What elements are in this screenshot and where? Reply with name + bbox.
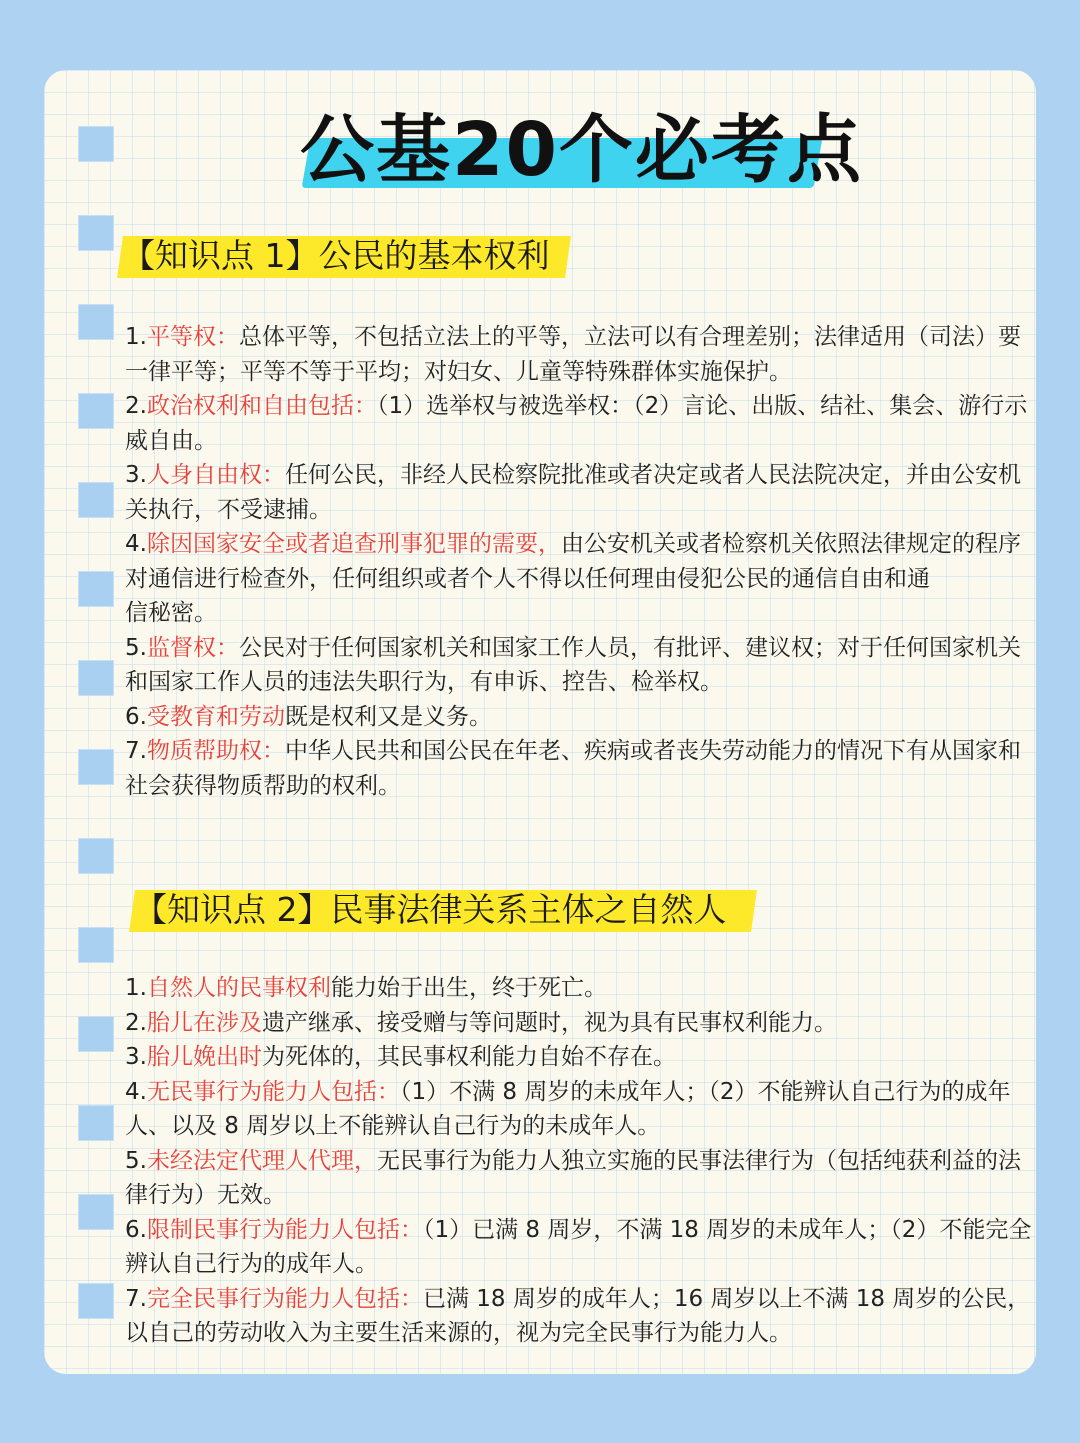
item-body: 能力始于出生，终于死亡。 [330,975,607,1001]
binder-ring [78,1016,114,1052]
list-item [125,1282,1035,1351]
item-number: 5. [125,1147,147,1174]
section-heading-1 [120,230,568,282]
item-key: 限制民事行为能力人包括： [146,1216,423,1243]
item-key: 受教育和劳动 [146,703,285,730]
binder-ring [78,660,114,696]
list-item [125,389,1035,458]
item-body: 中华人民共和国公民在年老、疾病或者丧失劳动能力的情况下有从国家和社会获得物质帮助的权利。 [125,738,1021,799]
item-key: 监督权： [146,634,239,661]
item-number: 1. [125,975,147,1001]
binder-ring [78,838,114,874]
item-number: 5. [125,634,147,661]
item-number: 2. [125,393,147,419]
item-number: 3. [125,1044,147,1070]
binder-ring [78,393,114,429]
section-2-list [125,971,1035,1351]
item-number: 4. [125,531,147,557]
list-item [125,1144,1035,1213]
item-key: 自然人的民事权利 [146,975,331,1001]
item-key: 人身自由权： [146,462,285,488]
item-key: 胎儿娩出时 [146,1044,262,1070]
item-number: 4. [125,1078,147,1105]
binder-rings [78,0,116,1443]
list-item [125,458,1035,527]
binder-ring [78,482,114,518]
list-item [125,1213,1035,1282]
section-heading-text: 【知识点 1】公民的基本权利 [122,236,550,275]
item-key: 政治权利和自由包括： [146,393,377,419]
item-key: 胎儿在涉及 [146,1009,262,1036]
item-key: 除因国家安全或者追查刑事犯罪的需要， [146,531,561,557]
item-body: 任何公民，非经人民检察院批准或者决定或者人民法院决定，并由公安机关执行，不受逮捕。 [125,462,1021,523]
item-key: 无民事行为能力人包括： [146,1078,400,1105]
page-title-block [300,104,863,194]
item-key: 物质帮助权： [146,738,285,764]
list-item [125,631,1035,700]
item-body: 由公安机关或者检察机关依照法律规定的程序对通信进行检查外，任何组织或者个人不得以任何理由侵犯公民的通信自由和通 [125,531,1021,592]
item-key: 完全民事行为能力人包括： [146,1285,423,1312]
binder-ring [78,749,114,785]
item-number: 7. [125,738,147,764]
list-item [125,1075,1035,1144]
binder-ring [78,927,114,963]
section-heading-2 [132,884,754,936]
item-body: 总体平等，不包括立法上的平等，立法可以有合理差别；法律适用（司法）要一律平等；平等不等于平均；对妇女、儿童等特殊群体实施保护。 [125,324,1021,385]
list-item [125,1006,1035,1041]
section-1-list [125,320,1035,803]
item-body: 公民对于任何国家机关和国家工作人员，有批评、建议权；对于任何国家机关和国家工作人员的违法失职行为，有申诉、控告、检举权。 [125,634,1021,695]
item-number: 6. [125,703,147,730]
item-number: 6. [125,1216,147,1243]
page-title: 公基20个必考点 [300,107,863,193]
binder-ring [78,1105,114,1141]
list-item [125,1040,1035,1075]
list-item [125,971,1035,1006]
list-item [125,700,1035,735]
item-number: 2. [125,1009,147,1036]
item-number: 3. [125,462,147,488]
list-item-continuation: 信秘密。 [125,600,217,626]
list-item [125,320,1035,389]
item-key: 平等权： [146,324,239,350]
item-body: 为死体的，其民事权利能力自始不存在。 [261,1044,676,1070]
item-key: 未经法定代理人代理， [146,1147,377,1174]
item-body: （1）不满 8 周岁的未成年人；（2）不能辨认自己行为的成年人、以及 8 周岁以上不能辨认自己行为的未成年人。 [125,1078,1011,1139]
item-body: 已满 18 周岁的成年人；16 周岁以上不满 18 周岁的公民，以自己的劳动收入为主要生活来源的，视为完全民事行为能力人。 [125,1285,1031,1346]
item-body: 无民事行为能力人独立实施的民事法律行为（包括纯获利益的法律行为）无效。 [125,1147,1021,1208]
item-number: 7. [125,1285,147,1312]
binder-ring [78,571,114,607]
item-body: 遗产继承、接受赠与等问题时，视为具有民事权利能力。 [261,1009,837,1036]
binder-ring [78,1194,114,1230]
binder-ring [78,304,114,340]
item-body: （1）已满 8 周岁，不满 18 周岁的未成年人；（2）不能完全辨认自己行为的成年人。 [125,1216,1032,1277]
binder-ring [78,215,114,251]
list-item [125,734,1035,803]
section-heading-text: 【知识点 2】民事法律关系主体之自然人 [134,890,727,929]
item-body: 既是权利又是义务。 [284,703,492,730]
binder-ring [78,126,114,162]
binder-ring [78,1283,114,1319]
list-item [125,527,1035,596]
item-body: （1）选举权与被选举权：（2）言论、出版、结社、集会、游行示威自由。 [125,393,1028,454]
item-number: 1. [125,324,147,350]
